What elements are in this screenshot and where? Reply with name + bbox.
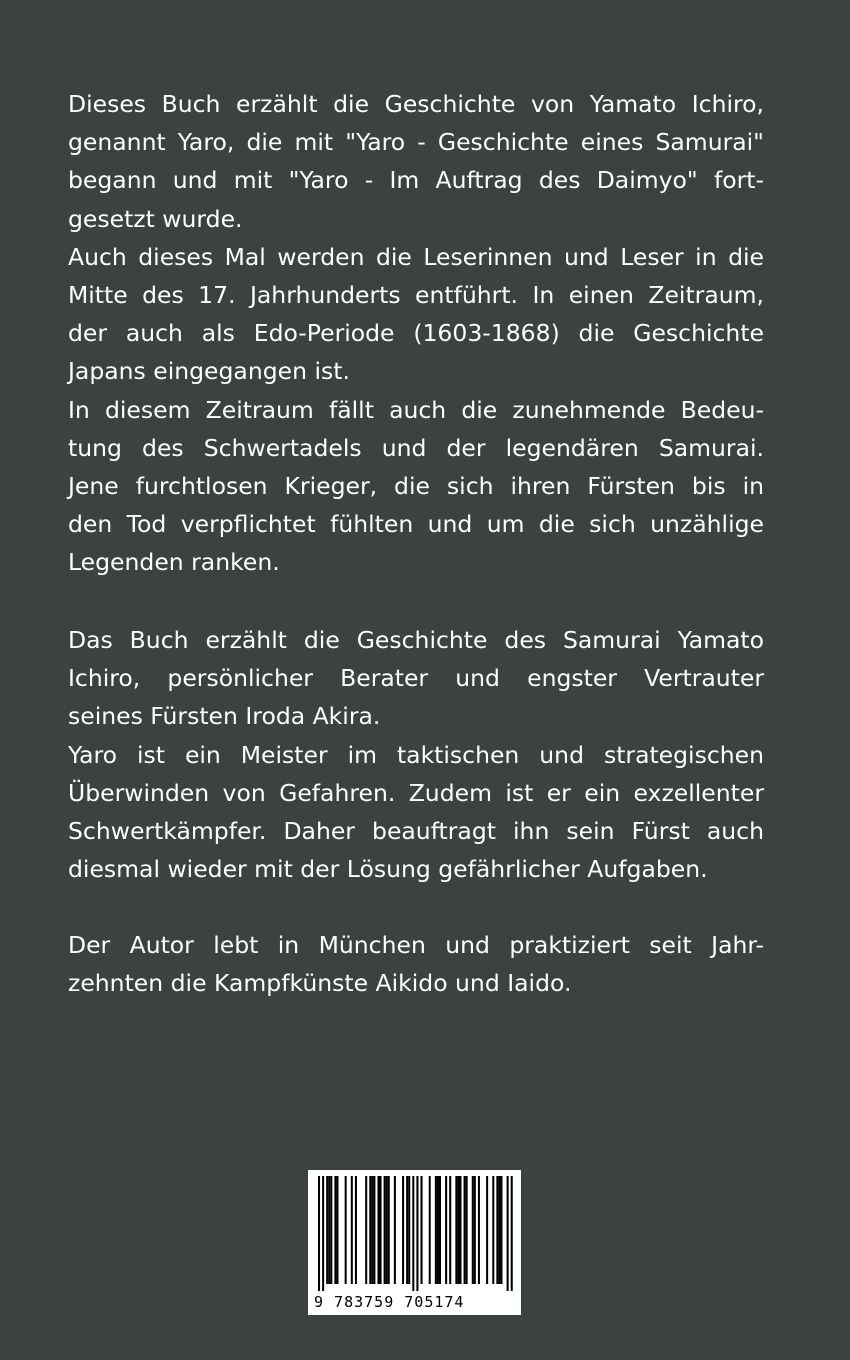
barcode-bar bbox=[486, 1176, 488, 1284]
barcode-bar bbox=[355, 1176, 357, 1284]
barcode-bar bbox=[369, 1176, 371, 1284]
blurb-line: tung des Schwertadels und der legendären Samurai. bbox=[68, 433, 764, 462]
barcode-bar bbox=[345, 1176, 347, 1284]
blurb-line: zehnten die Kampfkünste Aikido und Iaido. bbox=[68, 969, 572, 998]
barcode-bar bbox=[507, 1176, 509, 1291]
blurb-line: gesetzt wurde. bbox=[68, 204, 243, 233]
barcode-bar bbox=[373, 1176, 375, 1284]
barcode-bar bbox=[472, 1176, 474, 1284]
barcode-bar bbox=[377, 1176, 379, 1284]
barcode-bar bbox=[464, 1176, 466, 1284]
blurb-line: In diesem Zeitraum fällt auch die zunehmende Bedeu- bbox=[68, 395, 764, 424]
blurb-line: den Tod verpflichtet fühlten und um die sich unzählige bbox=[68, 510, 764, 539]
barcode-bar bbox=[416, 1176, 418, 1291]
barcode-bar bbox=[412, 1176, 414, 1291]
barcode-bar bbox=[406, 1176, 408, 1284]
barcode-bar bbox=[459, 1176, 461, 1284]
barcode-bar bbox=[496, 1176, 498, 1284]
barcode-bar bbox=[466, 1176, 468, 1284]
barcode-bar bbox=[478, 1176, 480, 1284]
isbn-number: 9 783759 705174 bbox=[314, 1293, 465, 1311]
blurb-line: Auch dieses Mal werden die Leserinnen und Leser in die bbox=[68, 242, 764, 271]
barcode-bar bbox=[326, 1176, 328, 1284]
barcode-bar bbox=[457, 1176, 459, 1284]
barcode-bar bbox=[435, 1176, 437, 1284]
blurb-line: Mitte des 17. Jahrhunderts entführt. In einen Zeitraum, bbox=[68, 281, 764, 310]
blurb-line: Japans eingegangen ist. bbox=[68, 357, 350, 386]
blurb-line: Schwertkämpfer. Daher beauftragt ihn sein Fürst auch bbox=[68, 817, 764, 846]
blurb-line: Jene furchtlosen Krieger, die sich ihren Fürsten bis in bbox=[68, 472, 764, 501]
barcode-bar bbox=[408, 1176, 410, 1284]
blurb-line: Yaro ist ein Meister im taktischen und strategischen bbox=[68, 740, 764, 769]
barcode-bar bbox=[318, 1176, 320, 1291]
barcode-bar bbox=[388, 1176, 390, 1284]
barcode-bar bbox=[336, 1176, 338, 1284]
barcode-bar bbox=[386, 1176, 388, 1284]
blurb-line: Überwinden von Gefahren. Zudem ist er ein exzellenter bbox=[68, 778, 764, 807]
barcode-bar bbox=[330, 1176, 332, 1284]
blurb-line: genannt Yaro, die mit "Yaro - Geschichte eines Samurai" bbox=[68, 128, 764, 157]
barcode-bar bbox=[511, 1176, 513, 1291]
blurb-paragraph-1 bbox=[68, 85, 764, 582]
barcode-bar bbox=[371, 1176, 373, 1284]
barcode-bar bbox=[365, 1176, 367, 1284]
blurb-line: Ichiro, persönlicher Berater und engster Vertrauter bbox=[68, 664, 764, 693]
barcode-bar bbox=[474, 1176, 476, 1284]
barcode-bar bbox=[429, 1176, 431, 1284]
blurb-line: Der Autor lebt in München und praktiziert seit Jahr- bbox=[68, 931, 764, 959]
barcode-bar bbox=[421, 1176, 423, 1284]
barcode-bar bbox=[402, 1176, 404, 1284]
barcode-bar bbox=[380, 1176, 382, 1284]
barcode-bar bbox=[449, 1176, 451, 1284]
barcode-bar bbox=[384, 1176, 386, 1284]
blurb-line: seines Fürsten Iroda Akira. bbox=[68, 702, 381, 731]
barcode-bar bbox=[498, 1176, 500, 1284]
barcode-bar bbox=[500, 1176, 502, 1284]
barcode-bar bbox=[445, 1176, 447, 1284]
barcode-bar bbox=[334, 1176, 336, 1284]
barcode-bar bbox=[351, 1176, 353, 1284]
blurb-line: diesmal wieder mit der Lösung gefährlicher Aufgaben. bbox=[68, 855, 708, 884]
blurb-line: begann und mit "Yaro - Im Auftrag des Daimyo" fort- bbox=[68, 166, 764, 195]
blurb-line: der auch als Edo-Periode (1603-1868) die Geschichte bbox=[68, 319, 764, 348]
blurb-line: Legenden ranken. bbox=[68, 548, 280, 577]
blurb-paragraph-2 bbox=[68, 621, 764, 888]
barcode-bar bbox=[322, 1176, 324, 1291]
blurb-line: Dieses Buch erzählt die Geschichte von Yamato Ichiro, bbox=[68, 90, 764, 118]
barcode-bar bbox=[394, 1176, 396, 1284]
barcode-bar bbox=[492, 1176, 494, 1284]
barcode-bar bbox=[439, 1176, 441, 1284]
barcode-bar bbox=[328, 1176, 330, 1284]
barcode-bar bbox=[455, 1176, 457, 1284]
blurb-line: Das Buch erzählt die Geschichte des Samurai Yamato bbox=[68, 626, 764, 654]
barcode-bars bbox=[310, 1172, 519, 1291]
barcode-bar bbox=[437, 1176, 439, 1284]
isbn-barcode bbox=[308, 1170, 521, 1315]
blurb-paragraph-3 bbox=[68, 926, 764, 1002]
